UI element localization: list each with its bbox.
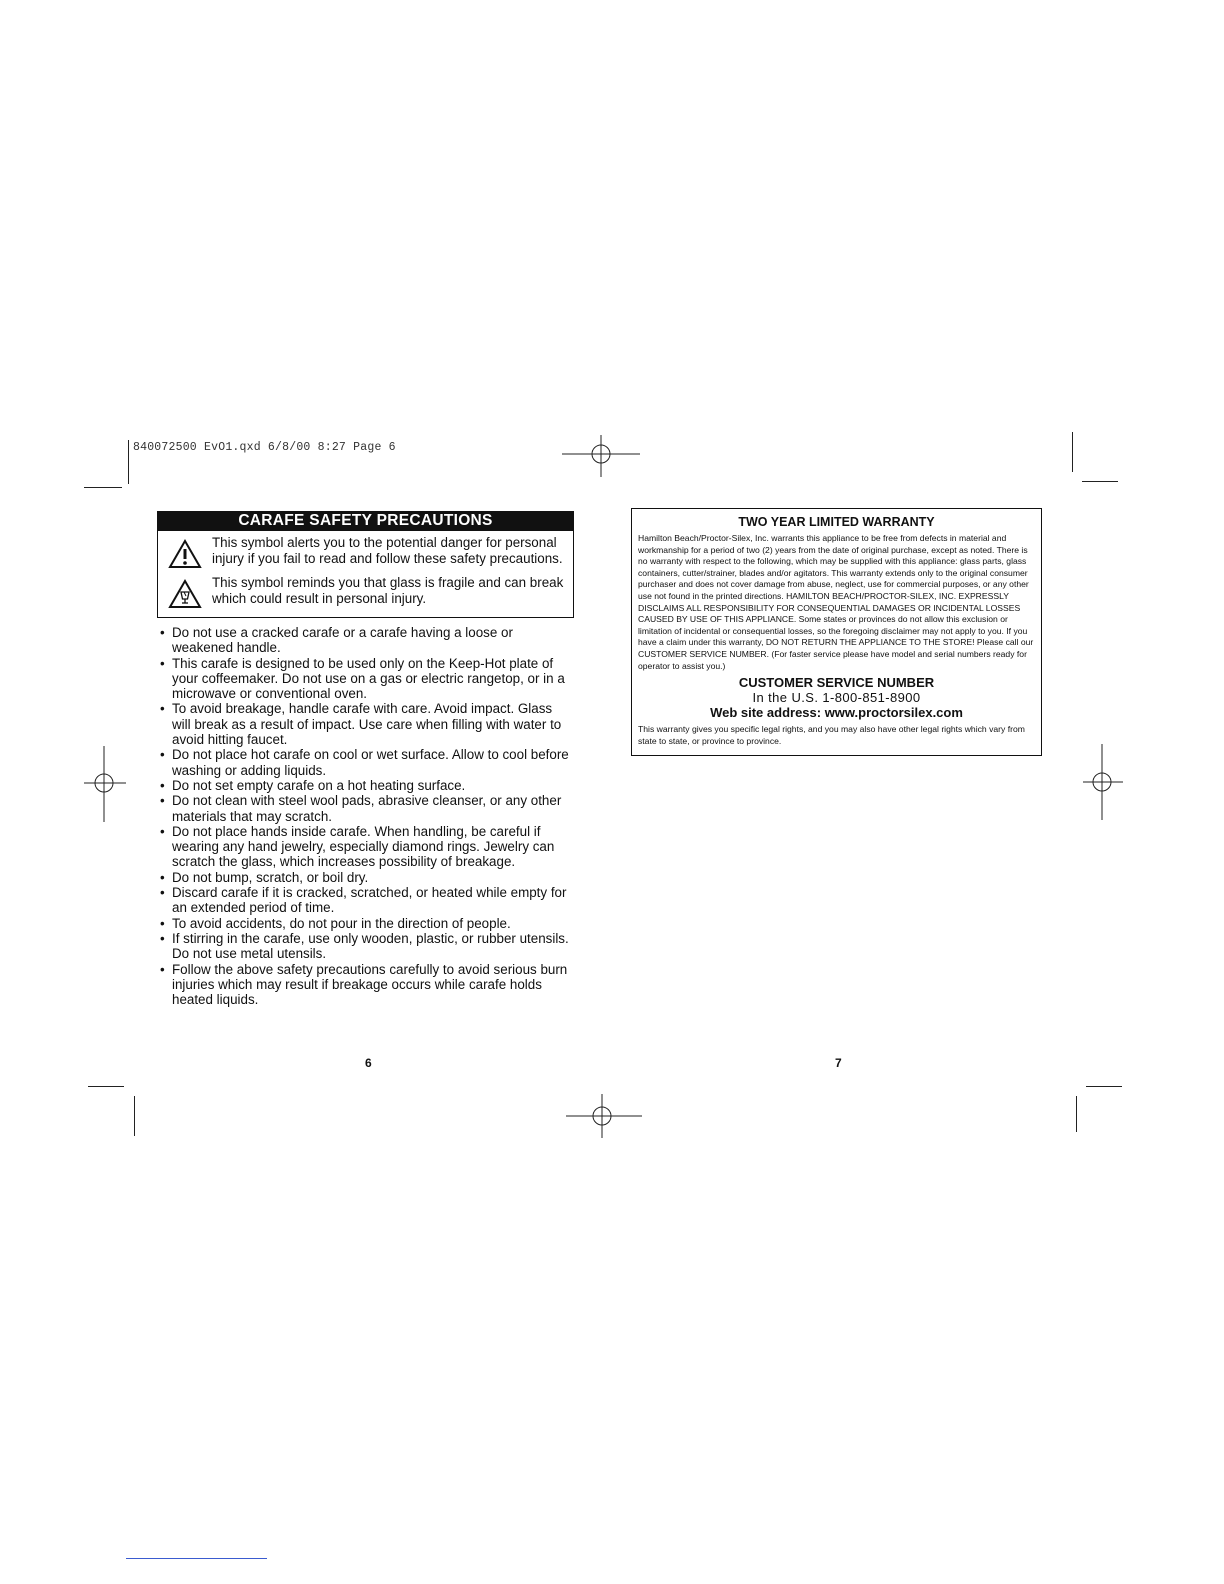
section-banner: CARAFE SAFETY PRECAUTIONS	[157, 511, 574, 531]
warning-triangle-icon	[168, 539, 202, 569]
list-item: • If stirring in the carafe, use only wooden, plastic, or rubber utensils. Do not use metal utensils.	[157, 931, 574, 962]
warranty-body: Hamilton Beach/Proctor-Silex, Inc. warrants this appliance to be free from defects in material and workmanship for a period of two (2) years from the date of original purchase, except as noted. There is no warranty with respect to the following, which may be supplied with this appliance: glass parts, glass containers, cutter/strainer, blades and/or agitators. This warranty extends only to the original consumer purchaser and does not cover damage from abuse, neglect, use for commercial purposes, or any other use not found in the printed directions. HAMILTON BEACH/PROCTOR-SILEX, INC. EXPRESSLY DISCLAIMS ALL RESPONSIBILITY FOR CONSEQUENTIAL DAMAGES OR INCIDENTAL LOSSES CAUSED BY USE OF THIS APPLIANCE. Some states or provinces do not allow this exclusion or limitation of incidental or consequential losses, so the foregoing disclaimer may not apply to you. If you have a claim under this warranty, DO NOT RETURN THE APPLIANCE TO THE STORE! Please call our CUSTOMER SERVICE NUMBER. (For faster service please have model and serial numbers ready for operator to assist you.)	[638, 533, 1034, 671]
registration-mark-icon	[1083, 744, 1123, 820]
registration-mark-icon	[566, 1094, 642, 1138]
list-item: • Follow the above safety precautions carefully to avoid serious burn injuries which may result if breakage occurs while carafe holds heated liquids.	[157, 962, 574, 1008]
crop-mark	[134, 1096, 135, 1136]
crop-mark	[1072, 432, 1073, 472]
crop-mark	[88, 1086, 124, 1087]
list-item: • Do not clean with steel wool pads, abrasive cleanser, or any other materials that may scratch.	[157, 793, 574, 824]
list-item: • To avoid accidents, do not pour in the direction of people.	[157, 916, 574, 931]
registration-mark-icon	[84, 746, 126, 822]
file-slug-line: 840072500 EvO1.qxd 6/8/00 8:27 Page 6	[133, 441, 396, 454]
crop-mark	[84, 487, 122, 488]
carafe-safety-section	[157, 511, 574, 1007]
page-number-left: 6	[365, 1056, 372, 1070]
list-item: • Do not set empty carafe on a hot heating surface.	[157, 778, 574, 793]
crop-mark	[1086, 1086, 1122, 1087]
list-item: • Do not use a cracked carafe or a carafe having a loose or weakened handle.	[157, 625, 574, 656]
symbol-description: This symbol reminds you that glass is fragile and can break which could result in personal injury.	[212, 575, 564, 606]
warranty-title: TWO YEAR LIMITED WARRANTY	[738, 515, 935, 529]
legal-rights-note: This warranty gives you specific legal rights, and you may also have other legal rights which vary from state to state, or province to province.	[638, 724, 1025, 746]
bottom-rule	[126, 1558, 267, 1559]
list-item: • Do not place hot carafe on cool or wet surface. Allow to cool before washing or adding liquids.	[157, 747, 574, 778]
list-item: • This carafe is designed to be used only on the Keep-Hot plate of your coffeemaker. Do not use on a gas or electric rangetop, or in a microwave or conventional oven.	[157, 656, 574, 702]
symbol-row	[158, 535, 573, 569]
symbol-description: This symbol alerts you to the potential danger for personal injury if you fail to read and follow these safety precautions.	[212, 535, 563, 566]
list-item: • Do not bump, scratch, or boil dry.	[157, 870, 574, 885]
customer-service-title: CUSTOMER SERVICE NUMBER	[738, 675, 935, 691]
crop-mark	[1082, 481, 1118, 482]
page-number-right: 7	[835, 1056, 842, 1070]
symbol-legend-box	[157, 531, 574, 618]
symbol-row	[158, 575, 573, 609]
crop-mark	[128, 440, 129, 484]
broken-glass-triangle-icon	[168, 579, 202, 609]
website-address: Web site address: www.proctorsilex.com	[710, 705, 963, 721]
safety-bullet-list	[157, 625, 574, 1007]
list-item: • Discard carafe if it is cracked, scratched, or heated while empty for an extended period of time.	[157, 885, 574, 916]
list-item: • To avoid breakage, handle carafe with care. Avoid impact. Glass will break as a result of impact. Use care when filling with water to avoid hitting faucet.	[157, 701, 574, 747]
list-item: • Do not place hands inside carafe. When handling, be careful if wearing any hand jewelry, especially diamond rings. Jewelry can scratch the glass, which increases possibility of breakage.	[157, 824, 574, 870]
customer-service-phone: In the U.S. 1-800-851-8900	[752, 690, 921, 706]
warranty-box	[631, 508, 1042, 756]
crop-mark	[1076, 1096, 1077, 1132]
registration-mark-icon	[562, 435, 640, 477]
